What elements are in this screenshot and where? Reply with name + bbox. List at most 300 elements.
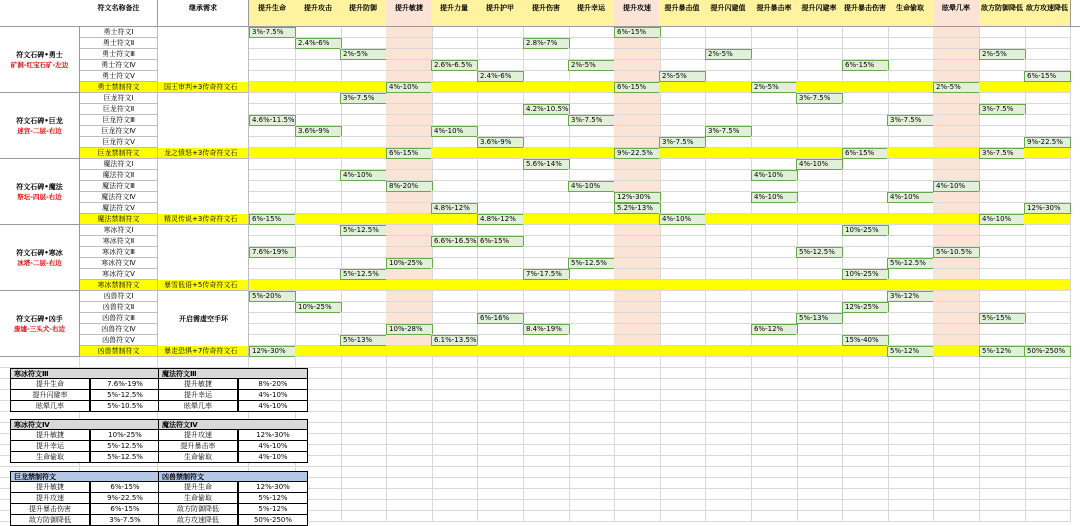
grid-cell[interactable] <box>568 379 615 390</box>
empty-cell[interactable] <box>979 27 1026 38</box>
grid-cell[interactable] <box>659 500 706 511</box>
empty-cell[interactable] <box>249 324 296 335</box>
empty-cell[interactable] <box>887 137 934 148</box>
inherit-cell[interactable] <box>158 93 249 104</box>
stat-value-cell[interactable]: 3%-7.5% <box>979 104 1026 115</box>
grid-cell[interactable] <box>887 434 934 445</box>
empty-cell[interactable] <box>842 93 889 104</box>
empty-cell[interactable] <box>295 170 342 181</box>
grid-cell[interactable] <box>842 357 889 368</box>
grid-cell[interactable] <box>614 478 661 489</box>
grid-cell[interactable] <box>614 445 661 456</box>
rune-name-cell[interactable]: 巨龙符文Ⅳ <box>80 126 158 137</box>
empty-cell[interactable] <box>614 335 661 346</box>
empty-cell[interactable] <box>842 27 889 38</box>
grid-cell[interactable] <box>659 445 706 456</box>
empty-cell[interactable] <box>979 258 1026 269</box>
inherit-cell[interactable] <box>158 291 249 302</box>
empty-cell[interactable] <box>340 346 387 357</box>
empty-cell[interactable] <box>295 159 342 170</box>
inherit-cell[interactable] <box>158 203 249 214</box>
empty-cell[interactable] <box>477 148 524 159</box>
grid-cell[interactable] <box>796 390 843 401</box>
empty-cell[interactable] <box>1024 324 1071 335</box>
inherit-cell[interactable] <box>158 137 249 148</box>
empty-cell[interactable] <box>705 93 752 104</box>
empty-cell[interactable] <box>1024 104 1071 115</box>
grid-cell[interactable] <box>386 511 433 522</box>
empty-cell[interactable] <box>1024 225 1071 236</box>
grid-cell[interactable] <box>887 489 934 500</box>
empty-cell[interactable] <box>751 203 798 214</box>
empty-cell[interactable] <box>933 126 980 137</box>
empty-cell[interactable] <box>796 104 843 115</box>
empty-cell[interactable] <box>796 71 843 82</box>
inherit-cell[interactable] <box>158 27 249 38</box>
empty-cell[interactable] <box>705 346 752 357</box>
grid-cell[interactable] <box>386 368 433 379</box>
grid-cell[interactable] <box>568 423 615 434</box>
rune-name-cell[interactable]: 凶兽符文Ⅲ <box>80 313 158 324</box>
grid-cell[interactable] <box>568 412 615 423</box>
grid-cell[interactable] <box>933 445 980 456</box>
empty-cell[interactable] <box>295 247 342 258</box>
empty-cell[interactable] <box>933 170 980 181</box>
empty-cell[interactable] <box>796 27 843 38</box>
grid-cell[interactable] <box>705 390 752 401</box>
empty-cell[interactable] <box>614 302 661 313</box>
rune-name-cell[interactable]: 勇士符文Ⅴ <box>80 71 158 82</box>
stat-value-cell[interactable]: 6%-15% <box>614 82 661 93</box>
empty-cell[interactable] <box>842 71 889 82</box>
empty-cell[interactable] <box>796 60 843 71</box>
grid-cell[interactable] <box>796 478 843 489</box>
grid-cell[interactable] <box>340 478 387 489</box>
grid-cell[interactable] <box>614 434 661 445</box>
empty-cell[interactable] <box>1024 247 1071 258</box>
grid-cell[interactable] <box>705 478 752 489</box>
grid-cell[interactable] <box>796 456 843 467</box>
header-stat-cell[interactable]: 提升护甲 <box>477 0 524 27</box>
empty-cell[interactable] <box>477 181 524 192</box>
grid-cell[interactable] <box>0 357 80 368</box>
empty-cell[interactable] <box>386 115 433 126</box>
empty-cell[interactable] <box>1024 49 1071 60</box>
empty-cell[interactable] <box>249 60 296 71</box>
empty-cell[interactable] <box>1024 93 1071 104</box>
grid-cell[interactable] <box>386 434 433 445</box>
empty-cell[interactable] <box>1024 38 1071 49</box>
empty-cell[interactable] <box>614 104 661 115</box>
inherit-cell[interactable] <box>158 324 249 335</box>
empty-cell[interactable] <box>295 104 342 115</box>
header-stat-cell[interactable]: 提升攻击 <box>295 0 342 27</box>
stat-value-cell[interactable]: 4%-10% <box>751 192 798 203</box>
empty-cell[interactable] <box>979 181 1026 192</box>
empty-cell[interactable] <box>659 269 706 280</box>
grid-cell[interactable] <box>568 511 615 522</box>
grid-cell[interactable] <box>477 456 524 467</box>
empty-cell[interactable] <box>523 280 570 291</box>
grid-cell[interactable] <box>705 423 752 434</box>
empty-cell[interactable] <box>887 247 934 258</box>
grid-cell[interactable] <box>933 500 980 511</box>
stat-value-cell[interactable]: 5%-15% <box>979 313 1026 324</box>
empty-cell[interactable] <box>979 280 1026 291</box>
empty-cell[interactable] <box>523 192 570 203</box>
empty-cell[interactable] <box>979 115 1026 126</box>
empty-cell[interactable] <box>796 291 843 302</box>
empty-cell[interactable] <box>705 192 752 203</box>
stat-value-cell[interactable]: 6%-15% <box>614 27 661 38</box>
empty-cell[interactable] <box>568 126 615 137</box>
empty-cell[interactable] <box>568 291 615 302</box>
empty-cell[interactable] <box>751 280 798 291</box>
grid-cell[interactable] <box>1024 500 1071 511</box>
inherit-cell[interactable] <box>158 236 249 247</box>
empty-cell[interactable] <box>568 38 615 49</box>
empty-cell[interactable] <box>340 236 387 247</box>
grid-cell[interactable] <box>887 390 934 401</box>
grid-cell[interactable] <box>887 445 934 456</box>
inherit-cell[interactable] <box>158 225 249 236</box>
empty-cell[interactable] <box>386 60 433 71</box>
grid-cell[interactable] <box>523 357 570 368</box>
grid-cell[interactable] <box>386 412 433 423</box>
empty-cell[interactable] <box>796 236 843 247</box>
empty-cell[interactable] <box>386 104 433 115</box>
stat-value-cell[interactable]: 3.6%-9% <box>295 126 342 137</box>
rune-name-cell[interactable]: 魔法符文Ⅲ <box>80 181 158 192</box>
empty-cell[interactable] <box>477 82 524 93</box>
grid-cell[interactable] <box>979 445 1026 456</box>
empty-cell[interactable] <box>523 60 570 71</box>
empty-cell[interactable] <box>842 126 889 137</box>
grid-cell[interactable] <box>386 401 433 412</box>
empty-cell[interactable] <box>523 181 570 192</box>
empty-cell[interactable] <box>1024 126 1071 137</box>
empty-cell[interactable] <box>340 126 387 137</box>
empty-cell[interactable] <box>979 137 1026 148</box>
grid-cell[interactable] <box>523 445 570 456</box>
empty-cell[interactable] <box>1024 214 1071 225</box>
empty-cell[interactable] <box>477 258 524 269</box>
empty-cell[interactable] <box>568 159 615 170</box>
empty-cell[interactable] <box>705 82 752 93</box>
header-stat-cell[interactable]: 提升闪避值 <box>705 0 752 27</box>
grid-cell[interactable] <box>477 489 524 500</box>
empty-cell[interactable] <box>887 159 934 170</box>
stat-value-cell[interactable]: 6.1%-13.5% <box>431 335 478 346</box>
empty-cell[interactable] <box>614 247 661 258</box>
inherit-cell[interactable] <box>158 115 249 126</box>
grid-cell[interactable] <box>340 390 387 401</box>
empty-cell[interactable] <box>979 247 1026 258</box>
empty-cell[interactable] <box>751 38 798 49</box>
stat-value-cell[interactable]: 3%-7.5% <box>705 126 752 137</box>
empty-cell[interactable] <box>249 313 296 324</box>
empty-cell[interactable] <box>842 280 889 291</box>
stat-value-cell[interactable]: 5%-10.5% <box>933 247 980 258</box>
empty-cell[interactable] <box>295 93 342 104</box>
stat-value-cell[interactable]: 3.6%-9% <box>477 137 524 148</box>
stat-value-cell[interactable]: 5%-12.5% <box>340 225 387 236</box>
grid-cell[interactable] <box>568 445 615 456</box>
header-stat-cell[interactable]: 提升暴击值 <box>659 0 706 27</box>
empty-cell[interactable] <box>705 159 752 170</box>
empty-cell[interactable] <box>477 38 524 49</box>
grid-cell[interactable] <box>1024 368 1071 379</box>
empty-cell[interactable] <box>431 104 478 115</box>
empty-cell[interactable] <box>614 126 661 137</box>
grid-cell[interactable] <box>887 368 934 379</box>
stat-value-cell[interactable]: 2%-5% <box>705 49 752 60</box>
grid-cell[interactable] <box>614 379 661 390</box>
empty-cell[interactable] <box>614 280 661 291</box>
empty-cell[interactable] <box>751 302 798 313</box>
rune-name-cell[interactable]: 凶兽符文Ⅳ <box>80 324 158 335</box>
empty-cell[interactable] <box>614 93 661 104</box>
grid-cell[interactable] <box>796 423 843 434</box>
empty-cell[interactable] <box>431 137 478 148</box>
grid-cell[interactable] <box>705 357 752 368</box>
empty-cell[interactable] <box>523 126 570 137</box>
empty-cell[interactable] <box>796 258 843 269</box>
grid-cell[interactable] <box>523 456 570 467</box>
grid-cell[interactable] <box>659 478 706 489</box>
grid-cell[interactable] <box>796 467 843 478</box>
empty-cell[interactable] <box>249 181 296 192</box>
grid-cell[interactable] <box>1024 423 1071 434</box>
empty-cell[interactable] <box>614 291 661 302</box>
empty-cell[interactable] <box>933 302 980 313</box>
empty-cell[interactable] <box>705 313 752 324</box>
grid-cell[interactable] <box>933 511 980 522</box>
empty-cell[interactable] <box>568 236 615 247</box>
empty-cell[interactable] <box>751 214 798 225</box>
empty-cell[interactable] <box>614 170 661 181</box>
grid-cell[interactable] <box>340 467 387 478</box>
empty-cell[interactable] <box>659 247 706 258</box>
stat-value-cell[interactable]: 2%-5% <box>568 60 615 71</box>
grid-cell[interactable] <box>386 467 433 478</box>
grid-cell[interactable] <box>705 368 752 379</box>
empty-cell[interactable] <box>979 203 1026 214</box>
empty-cell[interactable] <box>751 236 798 247</box>
grid-cell[interactable] <box>842 478 889 489</box>
empty-cell[interactable] <box>386 71 433 82</box>
empty-cell[interactable] <box>887 302 934 313</box>
stat-value-cell[interactable]: 50%-250% <box>1024 346 1071 357</box>
empty-cell[interactable] <box>933 236 980 247</box>
grid-cell[interactable] <box>933 401 980 412</box>
grid-cell[interactable] <box>431 445 478 456</box>
grid-cell[interactable] <box>249 357 296 368</box>
empty-cell[interactable] <box>887 49 934 60</box>
empty-cell[interactable] <box>249 93 296 104</box>
header-stat-cell[interactable]: 敌方攻速降低 <box>1024 0 1071 27</box>
empty-cell[interactable] <box>340 137 387 148</box>
empty-cell[interactable] <box>523 291 570 302</box>
empty-cell[interactable] <box>295 324 342 335</box>
empty-cell[interactable] <box>705 115 752 126</box>
grid-cell[interactable] <box>477 478 524 489</box>
grid-cell[interactable] <box>477 500 524 511</box>
empty-cell[interactable] <box>523 115 570 126</box>
empty-cell[interactable] <box>842 291 889 302</box>
empty-cell[interactable] <box>887 225 934 236</box>
grid-cell[interactable] <box>568 467 615 478</box>
empty-cell[interactable] <box>933 159 980 170</box>
empty-cell[interactable] <box>1024 258 1071 269</box>
stat-value-cell[interactable]: 4%-10% <box>751 170 798 181</box>
rune-name-cell[interactable]: 勇士符文Ⅱ <box>80 38 158 49</box>
empty-cell[interactable] <box>249 302 296 313</box>
grid-cell[interactable] <box>751 412 798 423</box>
stat-value-cell[interactable]: 6%-15% <box>477 236 524 247</box>
empty-cell[interactable] <box>568 280 615 291</box>
grid-cell[interactable] <box>1024 489 1071 500</box>
stat-value-cell[interactable]: 2.4%-6% <box>295 38 342 49</box>
stat-value-cell[interactable]: 5.6%-14% <box>523 159 570 170</box>
stat-value-cell[interactable]: 4%-10% <box>796 159 843 170</box>
empty-cell[interactable] <box>796 214 843 225</box>
grid-cell[interactable] <box>979 456 1026 467</box>
empty-cell[interactable] <box>568 49 615 60</box>
empty-cell[interactable] <box>842 82 889 93</box>
empty-cell[interactable] <box>751 247 798 258</box>
empty-cell[interactable] <box>1024 148 1071 159</box>
grid-cell[interactable] <box>1024 478 1071 489</box>
grid-cell[interactable] <box>614 500 661 511</box>
grid-cell[interactable] <box>523 467 570 478</box>
empty-cell[interactable] <box>568 148 615 159</box>
grid-cell[interactable] <box>979 478 1026 489</box>
stat-value-cell[interactable]: 12%-30% <box>249 346 296 357</box>
grid-cell[interactable] <box>158 357 249 368</box>
empty-cell[interactable] <box>659 302 706 313</box>
grid-cell[interactable] <box>842 412 889 423</box>
empty-cell[interactable] <box>295 269 342 280</box>
grid-cell[interactable] <box>614 467 661 478</box>
empty-cell[interactable] <box>477 346 524 357</box>
stat-value-cell[interactable]: 15%-40% <box>842 335 889 346</box>
grid-cell[interactable] <box>933 379 980 390</box>
rune-name-cell[interactable]: 巨龙符文Ⅲ <box>80 115 158 126</box>
stat-value-cell[interactable]: 10%-25% <box>842 269 889 280</box>
empty-cell[interactable] <box>705 335 752 346</box>
empty-cell[interactable] <box>933 192 980 203</box>
grid-cell[interactable] <box>933 357 980 368</box>
grid-cell[interactable] <box>796 489 843 500</box>
empty-cell[interactable] <box>386 291 433 302</box>
stat-value-cell[interactable]: 4.2%-10.5% <box>523 104 570 115</box>
stat-value-cell[interactable]: 5%-12% <box>887 346 934 357</box>
empty-cell[interactable] <box>705 60 752 71</box>
grid-cell[interactable] <box>887 379 934 390</box>
grid-cell[interactable] <box>979 434 1026 445</box>
grid-cell[interactable] <box>386 456 433 467</box>
empty-cell[interactable] <box>705 137 752 148</box>
stat-value-cell[interactable]: 4.8%-12% <box>477 214 524 225</box>
grid-cell[interactable] <box>979 511 1026 522</box>
grid-cell[interactable] <box>477 511 524 522</box>
empty-cell[interactable] <box>979 335 1026 346</box>
empty-cell[interactable] <box>659 181 706 192</box>
empty-cell[interactable] <box>796 137 843 148</box>
empty-cell[interactable] <box>705 170 752 181</box>
inherit-cell[interactable]: 暴走恐惧+7传奇符文石 <box>158 346 249 357</box>
grid-cell[interactable] <box>659 511 706 522</box>
grid-cell[interactable] <box>842 500 889 511</box>
grid-cell[interactable] <box>842 445 889 456</box>
empty-cell[interactable] <box>295 49 342 60</box>
empty-cell[interactable] <box>614 313 661 324</box>
grid-cell[interactable] <box>568 489 615 500</box>
empty-cell[interactable] <box>568 225 615 236</box>
empty-cell[interactable] <box>796 170 843 181</box>
empty-cell[interactable] <box>659 38 706 49</box>
empty-cell[interactable] <box>1024 269 1071 280</box>
header-stat-cell[interactable]: 提升伤害 <box>523 0 570 27</box>
grid-cell[interactable] <box>80 357 158 368</box>
empty-cell[interactable] <box>340 27 387 38</box>
grid-cell[interactable] <box>1024 390 1071 401</box>
empty-cell[interactable] <box>568 170 615 181</box>
stat-value-cell[interactable]: 4.6%-11.5% <box>249 115 296 126</box>
grid-cell[interactable] <box>887 500 934 511</box>
header-stat-cell[interactable]: 生命偷取 <box>887 0 934 27</box>
empty-cell[interactable] <box>705 302 752 313</box>
grid-cell[interactable] <box>340 401 387 412</box>
empty-cell[interactable] <box>796 49 843 60</box>
inherit-cell[interactable] <box>158 247 249 258</box>
grid-cell[interactable] <box>887 456 934 467</box>
rune-name-cell[interactable]: 魔法符文Ⅴ <box>80 203 158 214</box>
empty-cell[interactable] <box>705 27 752 38</box>
grid-cell[interactable] <box>523 511 570 522</box>
empty-cell[interactable] <box>1024 82 1071 93</box>
grid-cell[interactable] <box>523 423 570 434</box>
empty-cell[interactable] <box>705 71 752 82</box>
empty-cell[interactable] <box>386 346 433 357</box>
empty-cell[interactable] <box>933 71 980 82</box>
empty-cell[interactable] <box>386 27 433 38</box>
stat-value-cell[interactable]: 2%-5% <box>340 49 387 60</box>
rune-name-cell[interactable]: 寒冰符文Ⅱ <box>80 236 158 247</box>
grid-cell[interactable] <box>933 478 980 489</box>
header-stat-cell[interactable]: 提升攻速 <box>614 0 661 27</box>
rune-name-cell[interactable]: 巨龙禁制符文 <box>80 148 158 159</box>
empty-cell[interactable] <box>705 269 752 280</box>
empty-cell[interactable] <box>295 214 342 225</box>
empty-cell[interactable] <box>705 324 752 335</box>
empty-cell[interactable] <box>751 104 798 115</box>
empty-cell[interactable] <box>614 137 661 148</box>
empty-cell[interactable] <box>614 236 661 247</box>
stat-value-cell[interactable]: 8%-20% <box>386 181 433 192</box>
rune-name-cell[interactable]: 魔法禁制符文 <box>80 214 158 225</box>
empty-cell[interactable] <box>523 203 570 214</box>
grid-cell[interactable] <box>386 489 433 500</box>
empty-cell[interactable] <box>249 269 296 280</box>
stat-value-cell[interactable]: 12%-30% <box>614 192 661 203</box>
grid-cell[interactable] <box>705 379 752 390</box>
grid-cell[interactable] <box>1024 456 1071 467</box>
empty-cell[interactable] <box>705 38 752 49</box>
grid-cell[interactable] <box>796 368 843 379</box>
empty-cell[interactable] <box>705 214 752 225</box>
